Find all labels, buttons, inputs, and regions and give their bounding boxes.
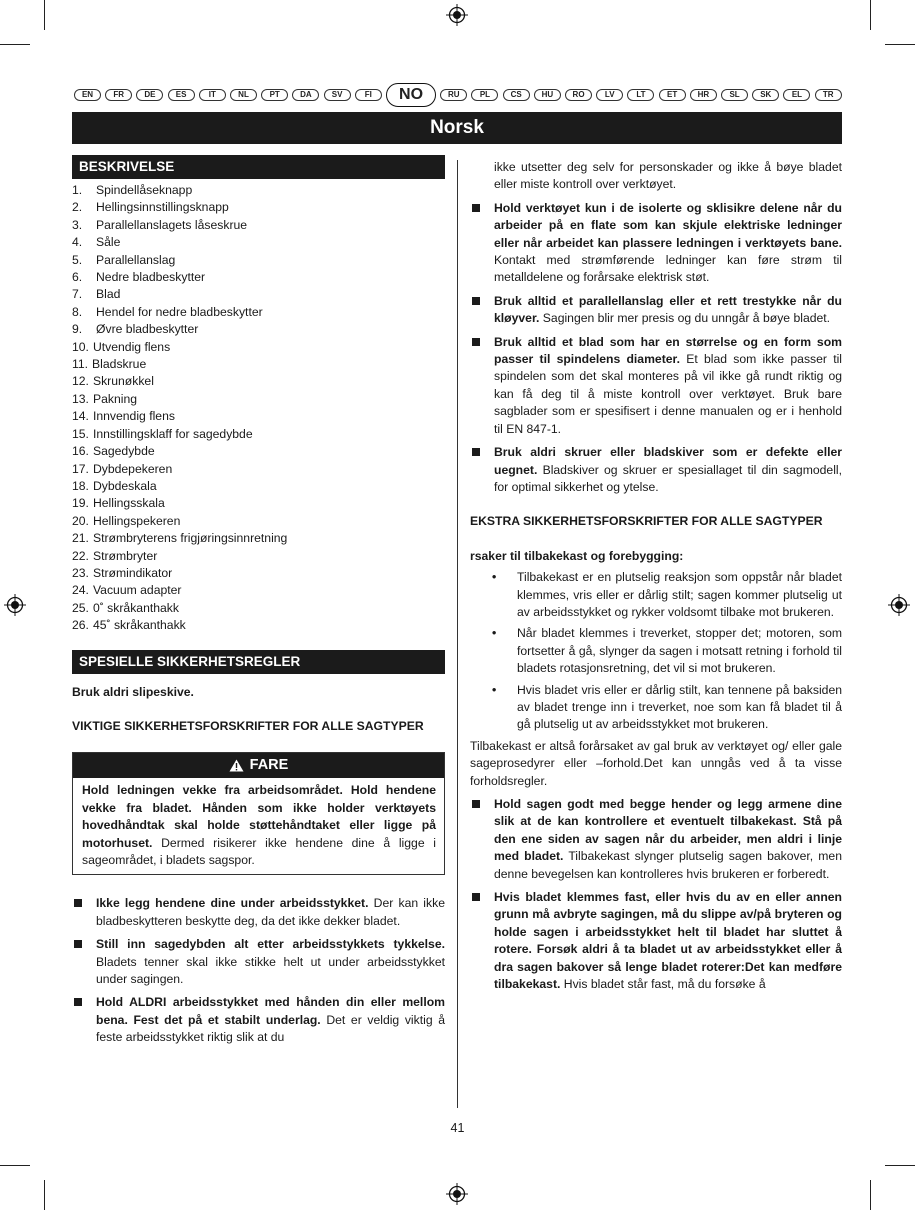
- dot-bullet-item: [470, 625, 842, 677]
- page-title: Norsk: [72, 112, 842, 144]
- parts-list-item: [72, 443, 445, 460]
- extra-safety-heading: EKSTRA SIKKERHETSFORSKRIFTER FOR ALLE SAGTYPER: [470, 514, 823, 529]
- right-column: [470, 159, 842, 993]
- square-bullet-icon: [472, 448, 480, 456]
- item-label: 45˚ skråkanthakk: [92, 618, 186, 633]
- parts-list-item: [72, 269, 445, 286]
- dot-bullet-text: Tilbakekast er en plutselig reaksjon som oppstår når bladet klemmes, vris eller er dårlig stilt; sagen kommer plutselig ut av arbeidsstykket og rykker voldsomt tilbake mot brukeren.: [517, 570, 842, 619]
- item-label: Såle: [96, 235, 121, 250]
- parts-list-item: [72, 217, 445, 234]
- no-grinding-note: Bruk aldri slipeskive.: [72, 684, 194, 699]
- item-label: Innstillingsklaff for sagedybde: [92, 426, 253, 441]
- crop-mark: [0, 1165, 30, 1166]
- parts-list-item: [72, 304, 445, 321]
- language-tab-sl[interactable]: SL: [721, 89, 748, 101]
- item-number: 7.: [72, 287, 83, 302]
- registration-mark-icon: [446, 1183, 468, 1205]
- language-bar: [74, 83, 842, 107]
- language-tab-pl[interactable]: PL: [471, 89, 498, 101]
- parts-list-item: [72, 495, 445, 512]
- item-number: 3.: [72, 217, 83, 232]
- parts-list-item: [72, 617, 445, 634]
- bullet-item: [470, 293, 842, 328]
- bullet-text: Det er veldig viktig å feste arbeidsstykket riktig slik at du: [96, 1012, 445, 1045]
- bullet-bold-text: Bruk aldri skruer eller bladskiver som er defekte eller uegnet.: [494, 445, 842, 477]
- language-tab-en[interactable]: EN: [74, 89, 101, 101]
- danger-text-bold: Hold ledningen vekke fra arbeidsområdet. Hold hendene vekke fra bladet. Hånden som ikke holder verktøyets hovedhåndtak skal holde støttehåndtaket eller ligge på motorhuset.: [82, 783, 436, 850]
- language-tab-sk[interactable]: SK: [752, 89, 779, 101]
- item-number: 14.: [72, 409, 89, 424]
- item-number: 24.: [72, 583, 89, 598]
- registration-mark-icon: [446, 4, 468, 26]
- language-tab-nl[interactable]: NL: [230, 89, 257, 101]
- right-bullet-list: [470, 200, 842, 497]
- item-label: Skrunøkkel: [92, 374, 154, 389]
- item-number: 21.: [72, 531, 89, 546]
- item-label: Utvendig flens: [92, 339, 171, 354]
- item-label: 0˚ skråkanthakk: [92, 600, 179, 615]
- dot-bullet-item: [470, 682, 842, 734]
- bullet-item: [470, 200, 842, 287]
- language-tab-tr[interactable]: TR: [815, 89, 842, 101]
- bullet-bold-text: Hold verktøyet kun i de isolerte og sklisikre delene når du arbeider på en flate som kan skjule elektriske ledninger eller når arbeidet kan plassere ledningen i verktøyets bane.: [494, 200, 842, 250]
- parts-list-item: [72, 548, 445, 565]
- column-divider: [457, 160, 458, 1108]
- parts-list-item: [72, 373, 445, 390]
- item-number: 23.: [72, 565, 89, 580]
- bullet-item: [470, 796, 842, 883]
- bullet-text: Hvis bladet står fast, må du forsøke å: [560, 977, 766, 992]
- parts-list-item: [72, 321, 445, 338]
- bullet-text: Et blad som ikke passer til spindelen som det skal monteres på vil ikke gå rundt riktig og kan få deg til å miste kontroll over verktøyet. Bruk bare sagblader som er spesifisert i denne manualen og er i henhold til EN 847-1.: [494, 352, 843, 436]
- parts-list-item: [72, 461, 445, 478]
- dot-bullet-icon: •: [492, 626, 497, 641]
- item-number: 10.: [72, 339, 89, 354]
- parts-list-item: [72, 252, 445, 269]
- crop-mark: [0, 44, 30, 45]
- bullet-text: Tilbakekast slynger plutselig sagen bakover, men denne bevegelsen kan kontrolleres hvis brukeren er forberedt.: [494, 849, 842, 881]
- item-label: Dybdeskala: [92, 478, 157, 493]
- important-safety-heading: VIKTIGE SIKKERHETSFORSKRIFTER FOR ALLE SAGTYPER: [72, 718, 424, 733]
- left-bullet-list: [72, 895, 445, 1046]
- language-tab-ru[interactable]: RU: [440, 89, 467, 101]
- item-label: Strømindikator: [92, 565, 173, 580]
- dot-bullet-icon: •: [492, 570, 497, 585]
- bullet-text: Sagingen blir mer presis og du unngår å bøye bladet.: [539, 311, 831, 326]
- language-tab-it[interactable]: IT: [199, 89, 226, 101]
- item-number: 19.: [72, 496, 89, 511]
- square-bullet-icon: [74, 940, 82, 948]
- item-label: Pakning: [92, 391, 137, 406]
- item-label: Parallellanslagets låseskrue: [96, 217, 248, 232]
- kickback-dot-list: [470, 569, 842, 734]
- parts-list-item: [72, 356, 445, 373]
- item-number: 2.: [72, 200, 83, 215]
- language-tab-cs[interactable]: CS: [503, 89, 530, 101]
- square-bullet-icon: [472, 297, 480, 305]
- continuation-text: ikke utsetter deg selv for personskader og ikke å bøye bladet eller miste kontroll over verktøyet.: [494, 160, 842, 192]
- item-number: 18.: [72, 478, 89, 493]
- item-label: Bladskrue: [92, 357, 147, 372]
- item-number: 16.: [72, 444, 89, 459]
- danger-header: [73, 753, 444, 778]
- danger-text: [73, 778, 444, 874]
- item-label: Hellingsinnstillingsknapp: [96, 200, 229, 215]
- item-number: 25.: [72, 600, 89, 615]
- registration-mark-icon: [4, 594, 26, 616]
- bullet-item: [72, 895, 445, 930]
- kickback-heading: rsaker til tilbakekast og forebygging:: [470, 548, 684, 563]
- crop-mark: [870, 0, 871, 30]
- item-number: 12.: [72, 374, 89, 389]
- parts-list-item: [72, 234, 445, 251]
- parts-list-item: [72, 182, 445, 199]
- bullet-bold-text: Bruk alltid et blad som har en størrelse og en form som passer til spindelens diameter.: [494, 334, 842, 367]
- square-bullet-icon: [74, 998, 82, 1006]
- language-tab-et[interactable]: ET: [659, 89, 686, 101]
- item-label: Hellingsskala: [92, 496, 165, 511]
- registration-mark-icon: [888, 594, 910, 616]
- parts-list-item: [72, 408, 445, 425]
- dot-bullet-item: [470, 569, 842, 621]
- danger-text-normal: Dermed risikerer ikke hendene dine å ligge i sageområdet, i bladets sagspor.: [82, 835, 436, 867]
- bullet-text: Bladskiver og skruer er spesiallaget til din sagmodell, for optimal sikkerhet og ytelse.: [494, 462, 842, 494]
- item-number: 13.: [72, 391, 89, 406]
- item-number: 4.: [72, 235, 83, 250]
- language-tab-es[interactable]: ES: [168, 89, 195, 101]
- parts-list-item: [72, 565, 445, 582]
- bullet-item: [470, 889, 842, 993]
- square-bullet-icon: [472, 204, 480, 212]
- bullet-bold-text: Ikke legg hendene dine under arbeidsstykket.: [96, 896, 369, 911]
- item-label: Strømbryter: [92, 548, 158, 563]
- parts-list-item: [72, 582, 445, 599]
- language-tab-hu[interactable]: HU: [534, 89, 561, 101]
- item-label: Strømbryterens frigjøringsinnretning: [92, 531, 288, 546]
- square-bullet-icon: [472, 338, 480, 346]
- bullet-bold-text: Hold ALDRI arbeidsstykket med hånden din eller mellom bena. Fest det på et stabilt underlag.: [96, 995, 445, 1027]
- language-tab-el[interactable]: EL: [783, 89, 810, 101]
- dot-bullet-text: Hvis bladet vris eller er dårlig stilt, kan tennene på baksiden av bladet trenge inn i treverket, noe som kan få bladet til å gå plutselig ut av arbeidsstykket mot brukeren.: [517, 682, 842, 732]
- bullet-text: Kontakt med strømførende ledninger kan føre strøm til metalldelene og forårsake elektrisk støt.: [494, 253, 842, 285]
- left-column: [72, 155, 445, 1047]
- bullet-text: Der kan ikke bladbeskytteren beskytte deg, da det ikke dekker bladet.: [96, 896, 445, 928]
- language-tab-lv[interactable]: LV: [596, 89, 623, 101]
- item-label: Blad: [96, 287, 121, 302]
- item-number: 11.: [72, 357, 89, 372]
- bullet-item: [470, 334, 842, 438]
- language-tab-ro[interactable]: RO: [565, 89, 592, 101]
- square-bullet-icon: [74, 899, 82, 907]
- item-label: Spindellåseknapp: [96, 183, 193, 197]
- language-tab-pt[interactable]: PT: [261, 89, 288, 101]
- item-number: 8.: [72, 304, 83, 319]
- item-label: Nedre bladbeskytter: [96, 270, 206, 285]
- crop-mark: [885, 44, 915, 45]
- item-number: 22.: [72, 548, 89, 563]
- parts-list-item: [72, 478, 445, 495]
- special-rules-heading: SPESIELLE SIKKERHETSREGLER: [72, 650, 445, 674]
- bullet-item: [72, 994, 445, 1046]
- item-number: 5.: [72, 252, 83, 267]
- square-bullet-icon: [472, 893, 480, 901]
- bullet-bold-text: Hold sagen godt med begge hender og legg armene dine slik at de kan kontrollere et eventuelt tilbakekast. Stå på den ene siden av sagen når du arbeider, men aldri i linje med bladet.: [494, 797, 842, 864]
- parts-list-item: [72, 513, 445, 530]
- item-label: Vacuum adapter: [92, 583, 182, 598]
- parts-list-item: [72, 199, 445, 216]
- language-tab-hr[interactable]: HR: [690, 89, 717, 101]
- misuse-paragraph: Tilbakekast er altså forårsaket av gal bruk av verktøyet og/ eller gale sageprosedyrer eller –forhold.Det kan unngås ved å ta visse forholdsregler.: [470, 738, 842, 788]
- right-bullet-list-2: [470, 796, 842, 993]
- item-number: 15.: [72, 426, 89, 441]
- bullet-bold-text: Hvis bladet klemmes fast, eller hvis du av en eller annen grunn må avbryte sagingen, må du slippe av/på bryteren og holde sagen i arbeidsstykket helt til bladet har sluttet å rotere. Forsøk aldri å ta bladet ut av arbeidsstykket eller å dra sagen bakover så lenge bladet roterer:Det kan medføre tilbakekast.: [494, 890, 842, 992]
- parts-list-item: [72, 339, 445, 356]
- bullet-text: Bladets tenner skal ikke stikke helt ut under arbeidsstykket under sagingen.: [96, 954, 445, 987]
- item-number: 1.: [72, 183, 83, 197]
- page-number: 41: [450, 1121, 465, 1135]
- item-number: 9.: [72, 322, 83, 337]
- item-number: 20.: [72, 513, 89, 528]
- item-number: 6.: [72, 270, 83, 285]
- language-tab-fr[interactable]: FR: [105, 89, 132, 101]
- bullet-bold-text: Bruk alltid et parallellanslag eller et rett trestykke når du kløyver.: [494, 293, 842, 326]
- crop-mark: [44, 1180, 45, 1210]
- bullet-item: [72, 936, 445, 988]
- item-label: Hendel for nedre bladbeskytter: [96, 304, 263, 319]
- crop-mark: [870, 1180, 871, 1210]
- item-number: 26.: [72, 618, 89, 633]
- dot-bullet-icon: •: [492, 682, 497, 697]
- dot-bullet-text: Når bladet klemmes i treverket, stopper det; motoren, som fortsetter å gå, slynger da sagen i motsatt retning i forhold til bladets rotasjonsretning, det vil si mot brukeren.: [517, 626, 842, 676]
- parts-list-item: [72, 600, 445, 617]
- parts-list: [72, 182, 445, 635]
- item-label: Sagedybde: [92, 444, 155, 459]
- description-heading: BESKRIVELSE: [72, 155, 445, 179]
- danger-label: FARE: [249, 757, 289, 774]
- warning-triangle-icon: [229, 759, 244, 772]
- language-tab-da[interactable]: DA: [292, 89, 319, 101]
- item-label: Parallellanslag: [96, 252, 176, 267]
- parts-list-item: [72, 286, 445, 303]
- parts-list-item: [72, 391, 445, 408]
- item-label: Dybdepekeren: [92, 461, 173, 476]
- bullet-bold-text: Still inn sagedybden alt etter arbeidsstykkets tykkelse.: [96, 937, 445, 952]
- item-number: 17.: [72, 461, 89, 476]
- language-tab-fi[interactable]: FI: [355, 89, 382, 101]
- crop-mark: [885, 1165, 915, 1166]
- language-tab-lt[interactable]: LT: [627, 89, 654, 101]
- bullet-item: [470, 444, 842, 496]
- item-label: Øvre bladbeskytter: [96, 322, 199, 337]
- danger-box: [72, 752, 445, 875]
- square-bullet-icon: [472, 800, 480, 808]
- language-tab-de[interactable]: DE: [136, 89, 163, 101]
- language-tab-sv[interactable]: SV: [324, 89, 351, 101]
- item-label: Innvendig flens: [92, 409, 175, 424]
- parts-list-item: [72, 530, 445, 547]
- language-tab-no[interactable]: NO: [386, 83, 436, 107]
- crop-mark: [44, 0, 45, 30]
- parts-list-item: [72, 426, 445, 443]
- item-label: Hellingspekeren: [92, 513, 181, 528]
